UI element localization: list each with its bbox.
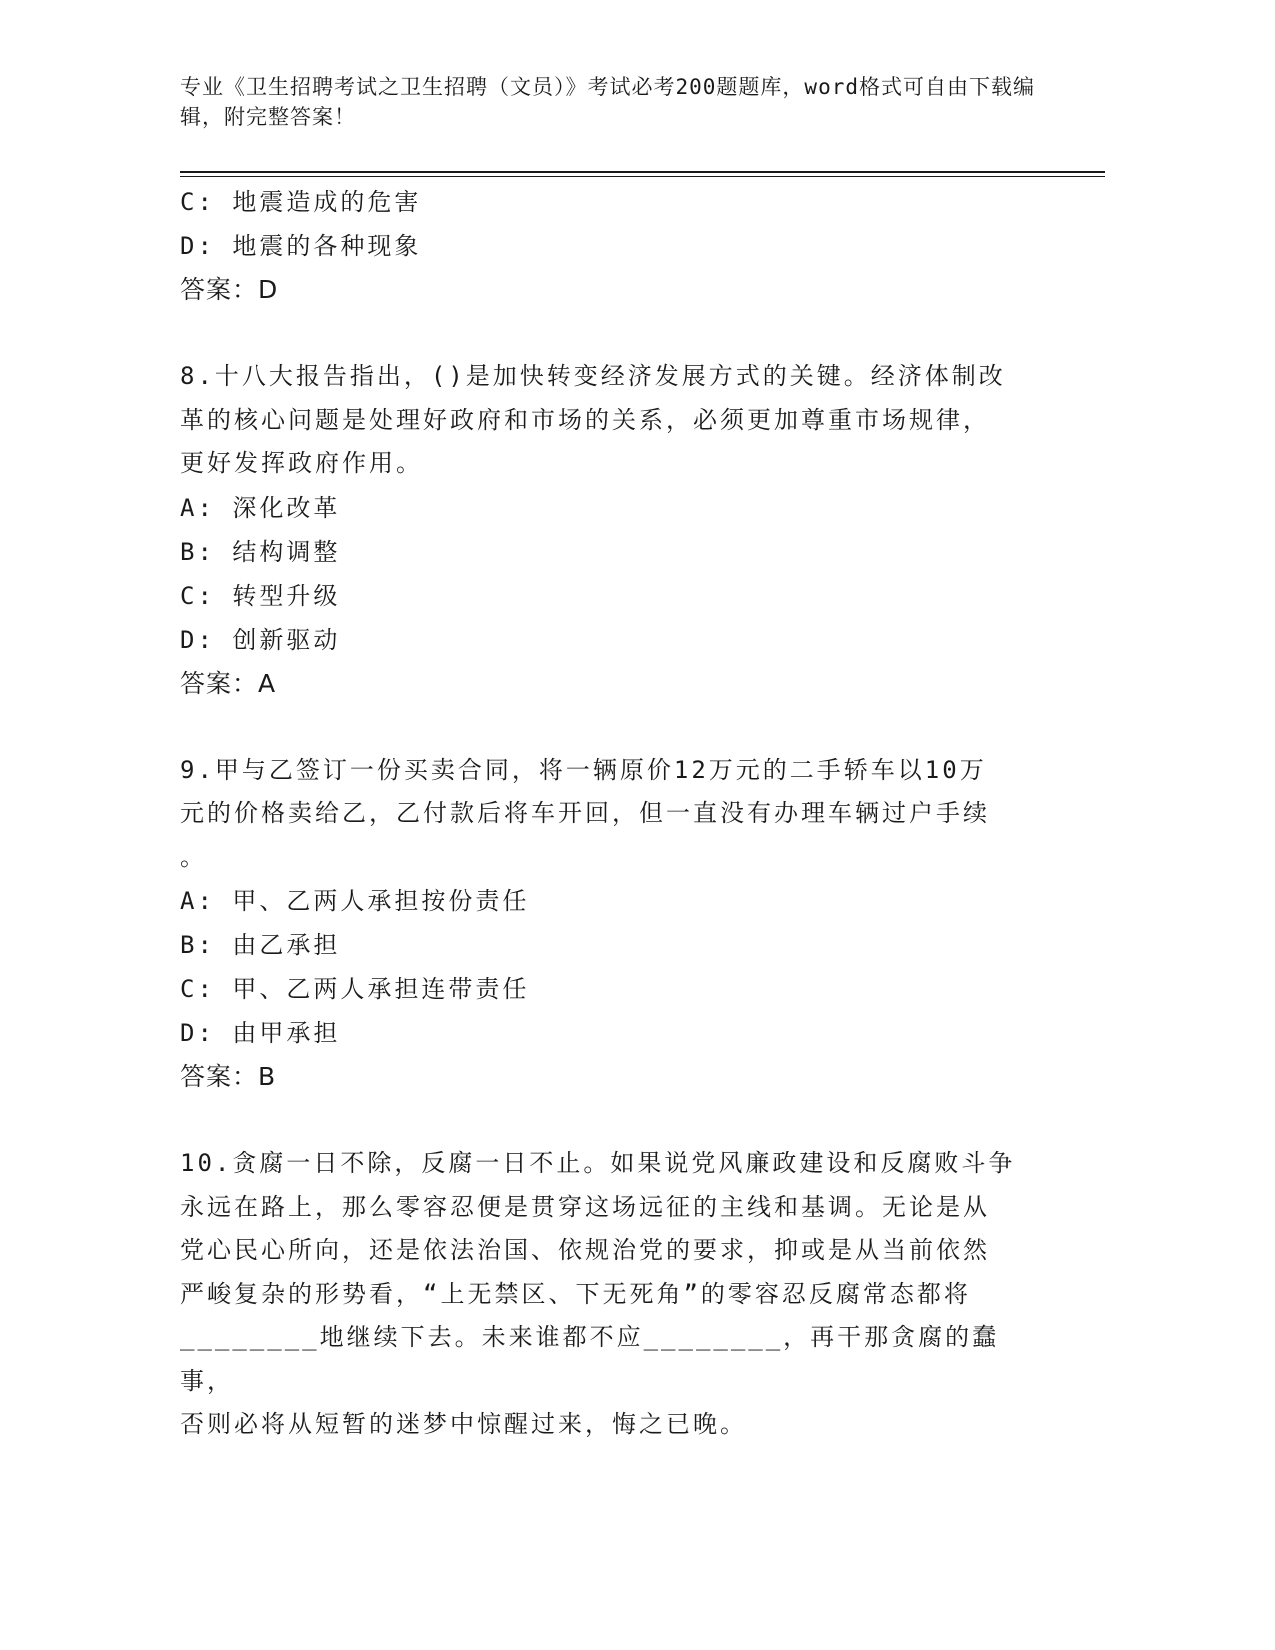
answer-line: 答案：A (180, 668, 277, 698)
spacer (180, 1099, 1040, 1142)
option-a: A: 深化改革 (180, 493, 341, 522)
option-b: B: 结构调整 (180, 537, 341, 566)
option-c: C: 转型升级 (180, 581, 341, 610)
header-divider-thick (180, 171, 1105, 173)
option-c: C: 甲、乙两人承担连带责任 (180, 975, 530, 1003)
question-8 (180, 355, 1040, 706)
answer-line: 答案：D (180, 275, 279, 304)
question-10 (180, 1142, 1040, 1447)
spacer (180, 706, 1040, 749)
option-b: B: 由乙承担 (180, 931, 341, 959)
answer-line: 答案：B (180, 1062, 277, 1091)
document-header: 专业《卫生招聘考试之卫生招聘（文员）》考试必考200题题库，word格式可自由下载编辑，附完整答案！ (180, 75, 1035, 129)
option-d: D: 由甲承担 (180, 1019, 341, 1047)
question-stem: 9.甲与乙签订一份买卖合同，将一辆原价12万元的二手轿车以10万 元的价格卖给乙，乙付款后将车开回，但一直没有办理车辆过户手续 。 (180, 755, 990, 871)
option-d: D: 地震的各种现象 (180, 232, 422, 260)
option-d: D: 创新驱动 (180, 625, 341, 654)
document-body (180, 180, 1040, 1447)
question-stem: 8.十八大报告指出，()是加快转变经济发展方式的关键。经济体制改 革的核心问题是处理好政府和市场的关系，必须更加尊重市场规律， 更好发挥政府作用。 (180, 362, 1006, 477)
question-9 (180, 749, 1040, 1100)
option-c: C: 地震造成的危害 (180, 188, 422, 216)
spacer (180, 312, 1040, 355)
option-a: A: 甲、乙两人承担按份责任 (180, 887, 530, 915)
header-divider-thin (180, 176, 1105, 177)
question-stem: 10.贪腐一日不除，反腐一日不止。如果说党风廉政建设和反腐败斗争 永远在路上，那么零容忍便是贯穿这场远征的主线和基调。无论是从 党心民心所向，还是依法治国、依规治党的要求，抑或是从当前依然 严峻复杂的形势看，“上无禁区、下无死角”的零容忍反腐常态都将 ________地继续下去。未来谁都不应________，再干那贪腐的蠢事， 否则必将从短暂的迷梦中惊醒过来，悔之已晚。 (180, 1149, 1016, 1438)
